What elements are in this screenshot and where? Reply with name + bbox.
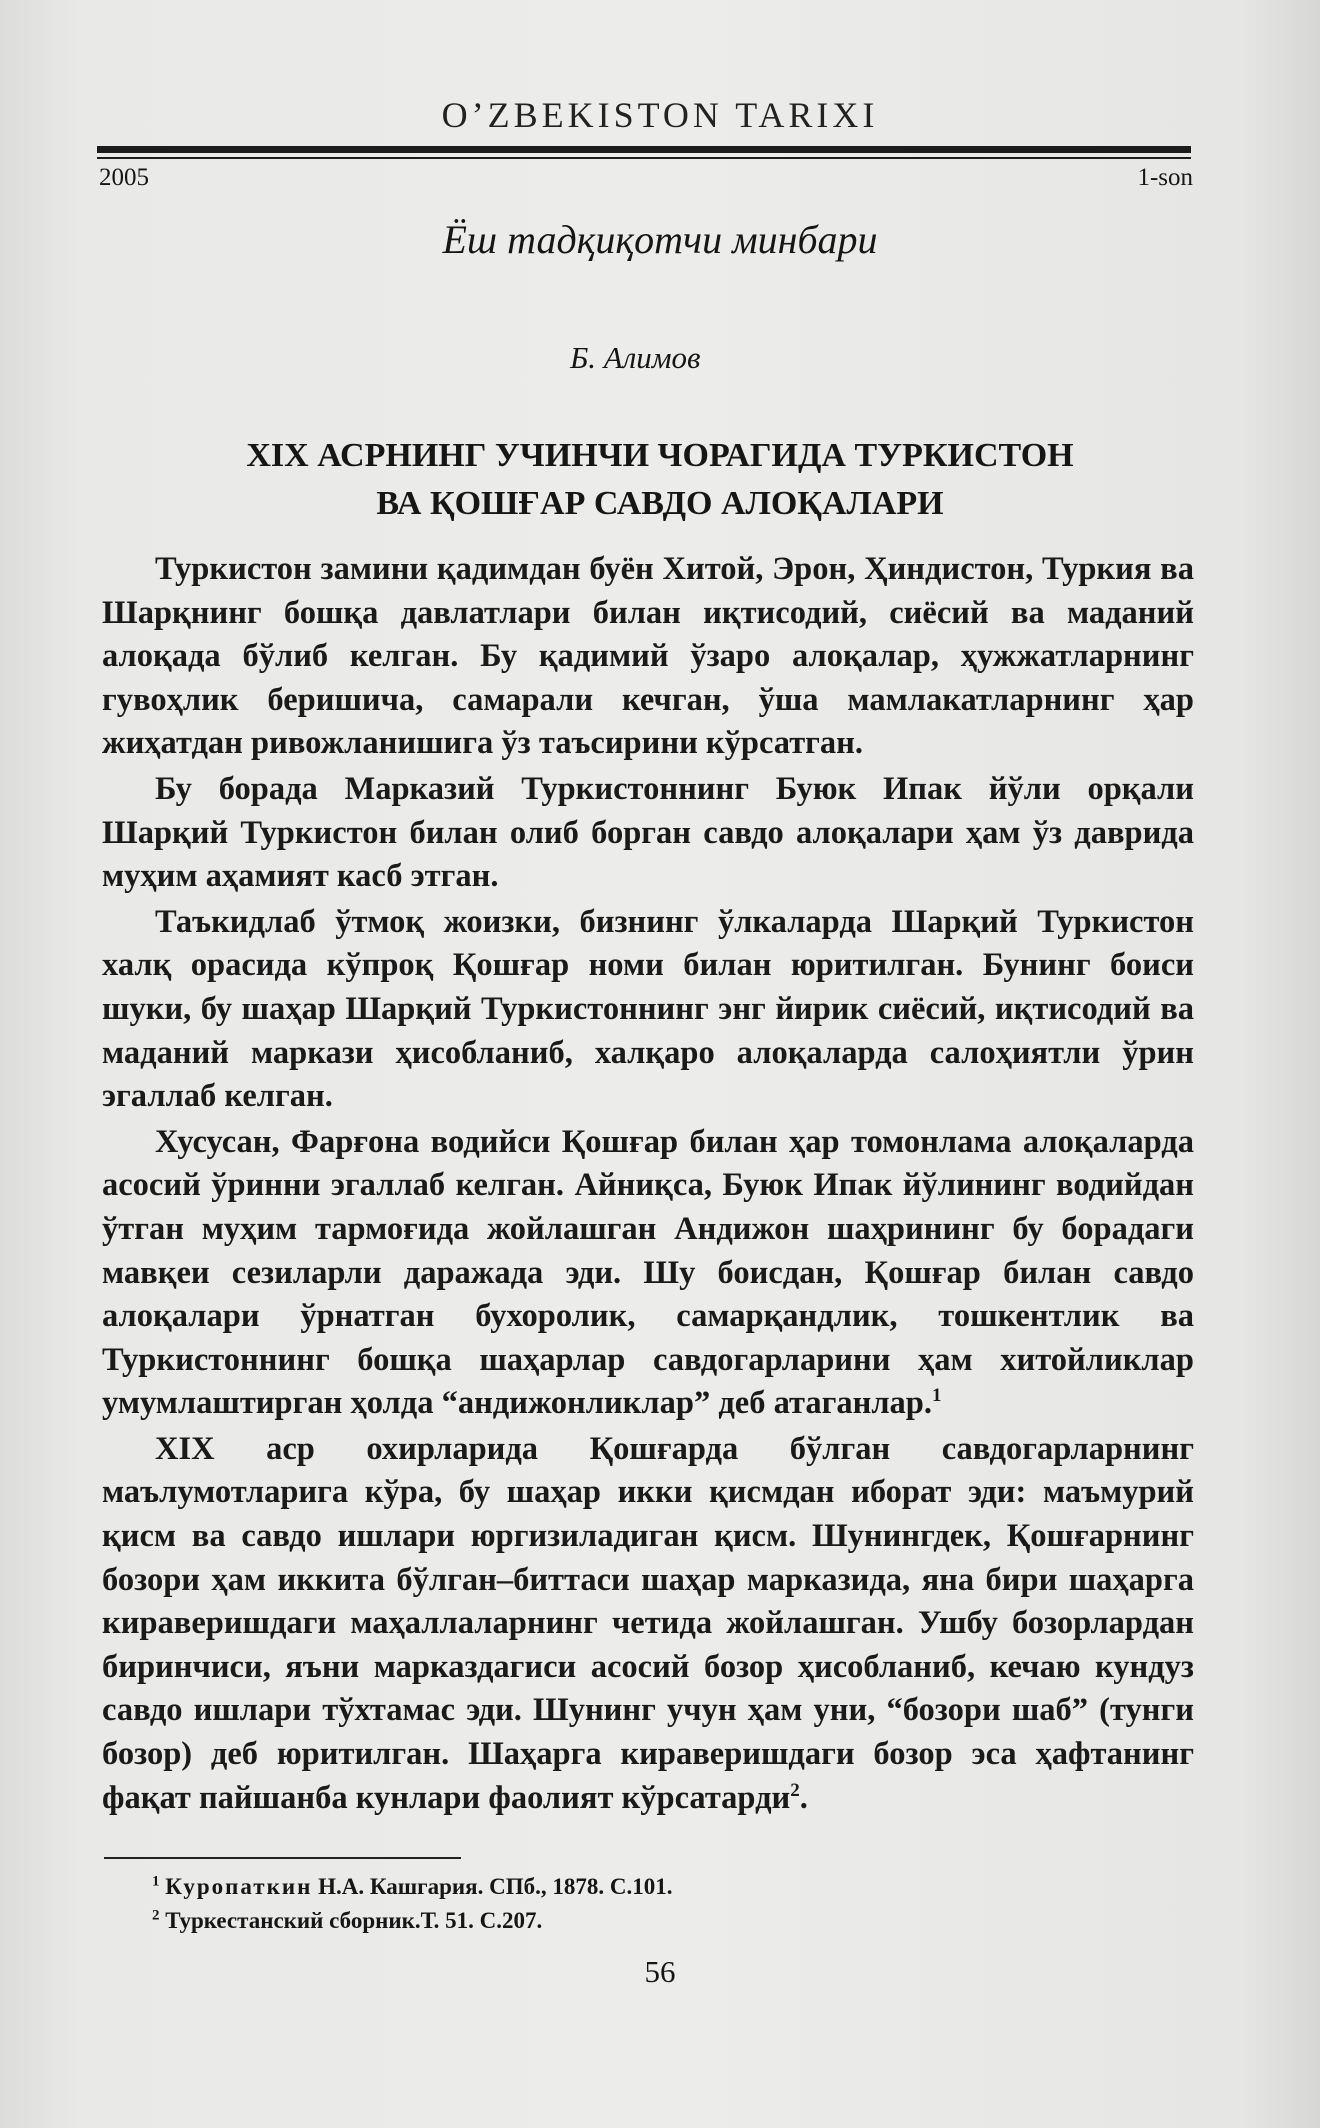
section-title: Ёш тадқиқотчи минбари [442,217,878,262]
article-title-line: ВА ҚОШҒАР САВДО АЛОҚАЛАРИ [376,485,944,522]
header-rule-thin [97,157,1191,159]
paragraph: Таъкидлаб ўтмоқ жоизки, бизнинг ўлкаларда Шарқий Туркистон халқ орасида кўпроқ Қошғар номи билан юритилган. Бунинг боиси шуки, бу шаҳар Шарқий Туркистоннинг энг йирик сиёсий, иқтисодий ва маданий маркази ҳисобланиб, халқаро алоқаларда салоҳиятли ўрин эгаллаб келган. [102,903,1194,1115]
footnote-number: 1 [152,1873,160,1890]
footnote-divider [104,1857,461,1859]
footnote-text: Н.А. Кашгария. СПб., 1878. С.101. [312,1874,673,1899]
footnote-ref[interactable]: 1 [932,1385,942,1407]
article-author: Б. Алимов [570,340,701,375]
footnote-ref[interactable]: 2 [790,1779,800,1801]
paragraph: Туркистон замини қадимдан буён Хитой, Эрон, Ҳиндистон, Туркия ва Шарқнинг бошқа давлатлари билан иқтисодий, сиёсий ва маданий алоқада бўлиб келган. Бу қадимий ўзаро алоқалар, ҳужжатларнинг гувоҳлик беришича, самарали кечган, ўша мамлакатларнинг ҳар жиҳатдан ривожланишига ўз таъсирини кўрсатган. [102,551,1194,762]
paragraph: XIX аср охирларида Қошғарда бўлган савдогарларнинг маълумотларига кўра, бу шаҳар икки қисмдан иборат эди: маъмурий қисм ва савдо ишлари юргизиладиган қисм. Шунингдек, Қошғарнинг бозори ҳам иккита бўлган–биттаси шаҳар марказида, яна бири шаҳарга кираверишдаги маҳаллаларнинг четида жойлашган. Ушбу бозорлардан биринчиси, яъни марказдагиси асосий бозор ҳисобланиб, кечаю кундуз савдо ишлари тўхтамас эди. Шунинг учун ҳам уни, “бозори шаб” (тунги бозор) деб юритилган. Шаҳарга кираверишдаги бозор эса ҳафтанинг фақат пайшанба кунлари фаолият кўрсатарди$^2$. [102,1430,1194,1816]
paragraph: Хусусан, Фарғона водийси Қошғар билан ҳар томонлама алоқаларда асосий ўринни эгаллаб келган. Айниқса, Буюк Ипак йўлининг водийдан ўтган муҳим тармоғида жойлашган Андижон шаҳрининг бу борадаги мавқеи сезиларли даражада эди. Шу боисдан, Қошғар билан савдо алоқалари ўрнатган бухоролик, самарқандлик, тошкентлик ва Туркистоннинг бошқа шаҳарлар савдогарларини ҳам хитойликлар умумлаштирган ҳолда “андижонликлар” деб атаганлар.$^1$ [102,1123,1194,1422]
article-title [0,432,1320,528]
footnote-author: Куропаткин [165,1874,313,1899]
paragraph: Бу борада Марказий Туркистоннинг Буюк Ипак йўли орқали Шарқий Туркистон билан олиб борган савдо алоқалари ҳам ўз даврида муҳим аҳамият касб этган. [102,770,1194,895]
article-title-line: XIX АСРНИНГ УЧИНЧИ ЧОРАГИДА ТУРКИСТОН [246,437,1074,474]
header-rule-thick [97,146,1191,153]
page-number: 56 [644,1954,676,1989]
footnote-number: 2 [152,1907,160,1924]
issue-year: 2005 [99,164,149,191]
article-body [102,548,1194,1822]
footnote-item [152,1870,672,1904]
footnotes [152,1870,672,1938]
journal-title: O’ZBEKISTON TARIXI [441,95,879,135]
issue-number: 1-son [1137,164,1193,191]
footnote-item [152,1904,672,1938]
footnote-text: Туркестанский сборник.Т. 51. С.207. [165,1908,543,1933]
